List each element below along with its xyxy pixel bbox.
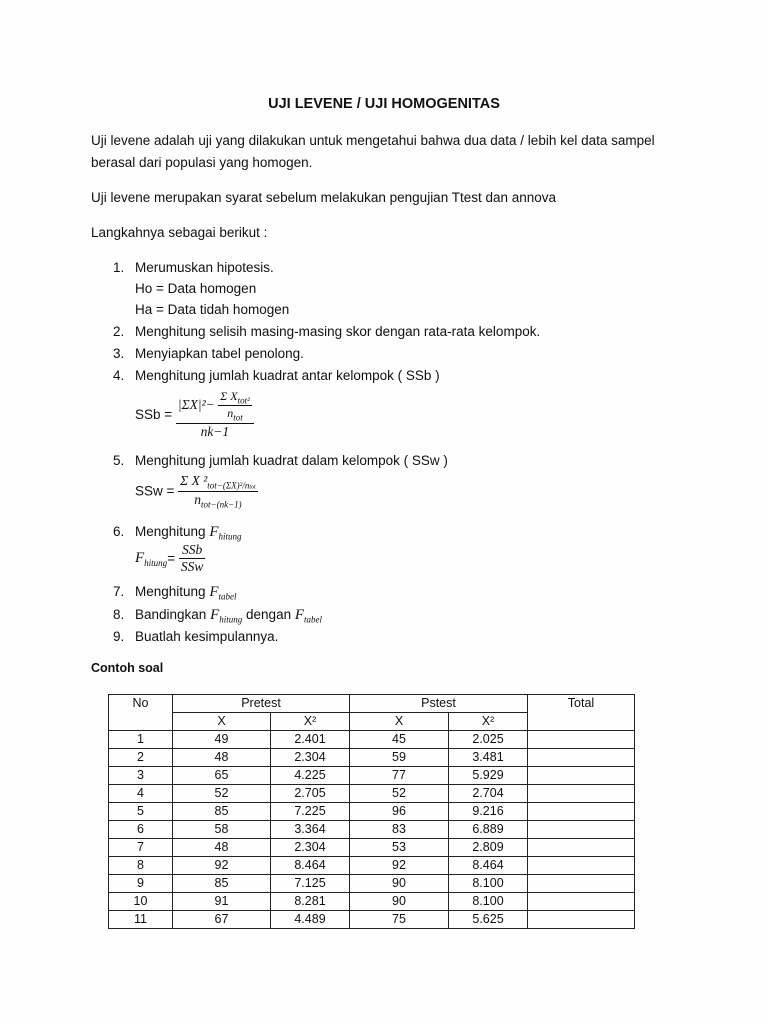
step-text: Merumuskan hipotesis. (135, 260, 274, 275)
cell-total (528, 749, 635, 767)
cell-no: 7 (109, 839, 173, 857)
step-text: Menyiapkan tabel penolong. (135, 346, 304, 361)
cell-pstest-x: 90 (350, 875, 449, 893)
cell-pretest-x2: 8.464 (271, 857, 350, 875)
cell-total (528, 785, 635, 803)
step-text: Menghitung jumlah kuadrat antar kelompok ( SSb ) (135, 368, 440, 383)
cell-no: 10 (109, 893, 173, 911)
table-row (109, 893, 635, 911)
step-text: Menghitung (135, 584, 206, 599)
cell-pretest-x2: 4.489 (271, 911, 350, 929)
cell-pretest-x: 91 (173, 893, 271, 911)
cell-pretest-x2: 2.304 (271, 749, 350, 767)
example-caption: Contoh soal (91, 661, 164, 675)
cell-pretest-x2: 2.304 (271, 839, 350, 857)
cell-pstest-x: 75 (350, 911, 449, 929)
header-pstest-x: X (350, 713, 449, 731)
ssb-formula: SSb = |ΣX|²− $\frac{\Sigma X_{tot^2}}{n_{tot}}$ nk−1 (135, 389, 254, 440)
table-row (109, 803, 635, 821)
cell-total (528, 857, 635, 875)
step-text: Menghitung selisih masing-masing skor dengan rata-rata kelompok. (135, 324, 541, 339)
cell-no: 6 (109, 821, 173, 839)
header-pstest: Pstest (350, 695, 528, 713)
cell-pstest-x2: 9.216 (449, 803, 528, 821)
cell-pretest-x: 48 (173, 839, 271, 857)
cell-total (528, 893, 635, 911)
cell-total (528, 839, 635, 857)
table-row (109, 839, 635, 857)
cell-no: 3 (109, 767, 173, 785)
cell-total (528, 821, 635, 839)
cell-pretest-x: 85 (173, 875, 271, 893)
cell-pstest-x: 90 (350, 893, 449, 911)
cell-pretest-x: 52 (173, 785, 271, 803)
step-text: Menghitung jumlah kuadrat dalam kelompok ( SSw ) (135, 453, 448, 468)
table-row (109, 749, 635, 767)
cell-pstest-x: 92 (350, 857, 449, 875)
cell-pstest-x: 59 (350, 749, 449, 767)
cell-pstest-x2: 2.704 (449, 785, 528, 803)
cell-pstest-x2: 2.809 (449, 839, 528, 857)
cell-pstest-x: 77 (350, 767, 449, 785)
document-page: UJI LEVENE / UJI HOMOGENITAS Uji levene adalah uji yang dilakukan untuk mengetahui bahwa dua data / lebih kel data sampel berasal dari populasi yang homogen. Uji levene merupakan syarat sebelum melakukan pengujian Ttest dan annova Langkahnya sebagai berikut : 1. Merumuskan hipotesis. Ho = Data homogen Ha = Data tidah homogen 2. Menghitung selisih masing-masing skor dengan rata-rata kelompok. 3. Menyiapkan tabel penolong. 4. Menghitung jumlah kuadrat antar kelompok ( SSb ) SSb = |ΣX|²− $\frac{\Sigma X_{tot^2}}{n_{tot}}$ nk−1 5. Menghitung jumlah kuadrat dalam kelompok ( SSw ) SSw = $\frac{\Sigma X ^2_{tot-(\Sigma X)^2/ntot}}{n_{tot-(nk-1)}}$ 6. Menghitung $F_{hitung}$ $F_{hitung}=$ $\frac{\text{SSb}}{\text{SSw}}$ 7. Menghitung $F_{tabel}$ 8. Bandingkan $F_{hitung}$ dengan $F_{tabel}$ 9. Buatlah kesimpulannya. Contoh soal No Pretest Pstest Total X X² X X² 1 49 2.401 45 2.025 2 48 2.304 59 3.481 3 65 4.225 77 5.929 4 52 2.705 52 2.704 5 85 7.225 96 9.216 6 58 3.364 83 6.889 7 48 2.304 53 2.809 8 92 8.464 92 8.464 9 85 7.125 90 8.100 10 91 8.281 90 8.100 11 67 4.489 75 5.625 (0, 0, 768, 1024)
cell-pstest-x: 52 (350, 785, 449, 803)
cell-pretest-x2: 3.364 (271, 821, 350, 839)
table-row (109, 767, 635, 785)
cell-total (528, 875, 635, 893)
cell-no: 11 (109, 911, 173, 929)
cell-no: 2 (109, 749, 173, 767)
cell-pretest-x: 67 (173, 911, 271, 929)
cell-pstest-x: 45 (350, 731, 449, 749)
cell-pretest-x: 49 (173, 731, 271, 749)
cell-no: 9 (109, 875, 173, 893)
cell-pretest-x: 48 (173, 749, 271, 767)
cell-pretest-x: 85 (173, 803, 271, 821)
paragraph-steps-intro: Langkahnya sebagai berikut : (91, 225, 268, 240)
cell-pretest-x2: 2.401 (271, 731, 350, 749)
cell-pretest-x2: 8.281 (271, 893, 350, 911)
cell-pretest-x2: 4.225 (271, 767, 350, 785)
f-hitung-formula: $F_{hitung}=$ $\frac{\text{SSb}}{\text{SSw}}$ (135, 542, 204, 574)
table-row (109, 911, 635, 929)
data-table (108, 694, 635, 929)
header-total: Total (528, 695, 635, 731)
cell-total (528, 731, 635, 749)
cell-pstest-x2: 8.100 (449, 875, 528, 893)
table-row (109, 731, 635, 749)
cell-pstest-x2: 3.481 (449, 749, 528, 767)
cell-no: 4 (109, 785, 173, 803)
paragraph-intro: Uji levene adalah uji yang dilakukan untuk mengetahui bahwa dua data / lebih kel data sampel berasal dari populasi yang homogen. (91, 133, 655, 170)
cell-pstest-x: 83 (350, 821, 449, 839)
cell-pretest-x2: 7.225 (271, 803, 350, 821)
table-row (109, 785, 635, 803)
step-text: Buatlah kesimpulannya. (135, 629, 279, 644)
cell-no: 5 (109, 803, 173, 821)
cell-total (528, 767, 635, 785)
cell-pstest-x2: 5.929 (449, 767, 528, 785)
hypothesis-ho: Ho = Data homogen (135, 281, 257, 296)
table-row (109, 821, 635, 839)
cell-pstest-x2: 6.889 (449, 821, 528, 839)
cell-pretest-x2: 7.125 (271, 875, 350, 893)
cell-pstest-x2: 5.625 (449, 911, 528, 929)
header-pstest-x2: X² (449, 713, 528, 731)
header-pretest-x: X (173, 713, 271, 731)
cell-pstest-x2: 2.025 (449, 731, 528, 749)
table-row (109, 857, 635, 875)
ssw-formula: SSw = $\frac{\Sigma X ^2_{tot-(\Sigma X)^2/ntot}}{n_{tot-(nk-1)}}$ (135, 473, 256, 510)
cell-pretest-x: 58 (173, 821, 271, 839)
cell-pretest-x2: 2.705 (271, 785, 350, 803)
step-text: Menghitung (135, 524, 206, 539)
cell-pstest-x2: 8.464 (449, 857, 528, 875)
header-pretest: Pretest (173, 695, 350, 713)
table-body (109, 731, 635, 929)
cell-no: 8 (109, 857, 173, 875)
cell-pstest-x: 53 (350, 839, 449, 857)
cell-no: 1 (109, 731, 173, 749)
table-row (109, 875, 635, 893)
cell-pstest-x2: 8.100 (449, 893, 528, 911)
header-no: No (109, 695, 173, 731)
page-title: UJI LEVENE / UJI HOMOGENITAS (268, 96, 500, 112)
cell-pretest-x: 65 (173, 767, 271, 785)
cell-pretest-x: 92 (173, 857, 271, 875)
cell-pstest-x: 96 (350, 803, 449, 821)
hypothesis-ha: Ha = Data tidah homogen (135, 302, 290, 317)
header-pretest-x2: X² (271, 713, 350, 731)
cell-total (528, 803, 635, 821)
paragraph-requirement: Uji levene merupakan syarat sebelum melakukan pengujian Ttest dan annova (91, 190, 557, 205)
cell-total (528, 911, 635, 929)
